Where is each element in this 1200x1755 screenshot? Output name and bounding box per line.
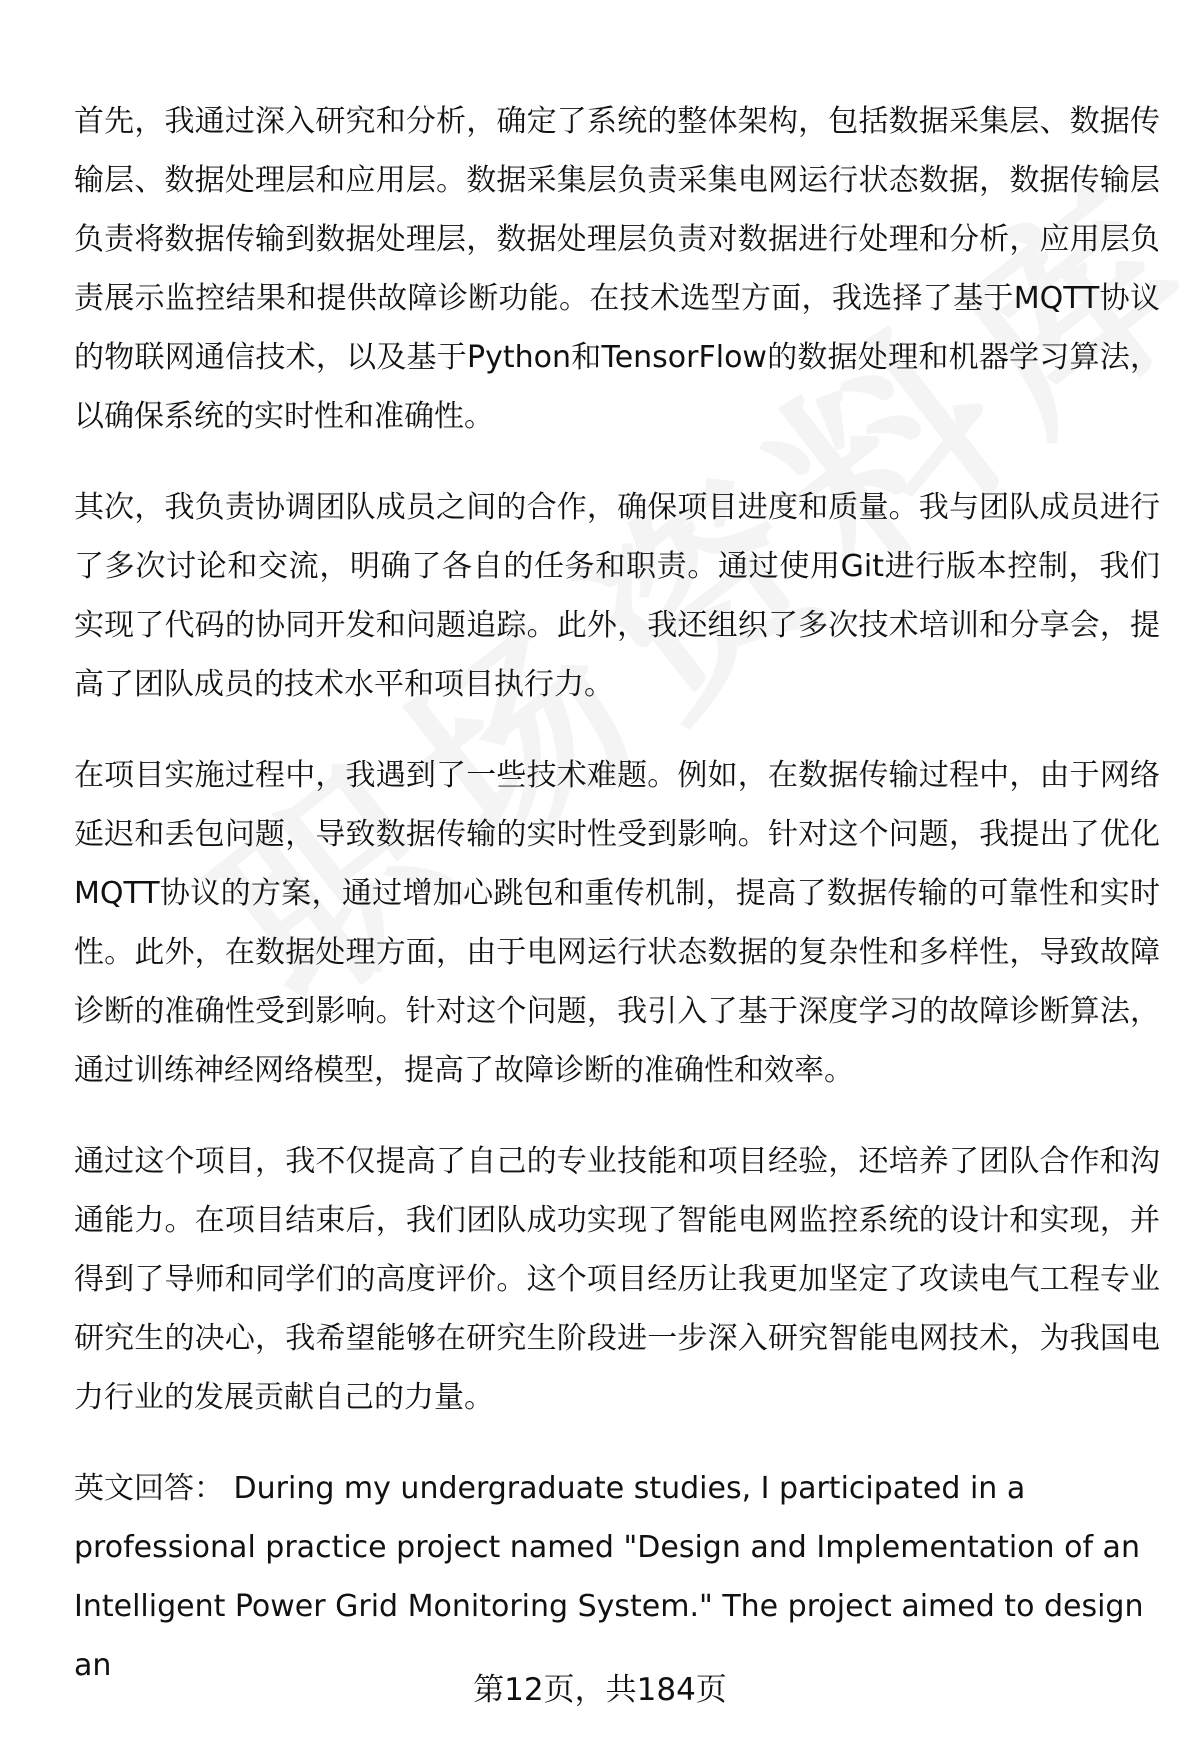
paragraph-project-outcome: 通过这个项目，我不仅提高了自己的专业技能和项目经验，还培养了团队合作和沟通能力。在项目结束后，我们团队成功实现了智能电网监控系统的设计和实现，并得到了导师和同学们的高度评价。这个项目经历让我更加坚定了攻读电气工程专业研究生的决心，我希望能够在研究生阶段进一步深入研究智能电网技术，为我国电力行业的发展贡献自己的力量。 (74, 1144, 1160, 1415)
page-content (74, 92, 1160, 1695)
paragraph-english-answer: 英文回答： During my undergraduate studies, I participated in a professional practice project named "Design and Implementation of an Intelligent Power Grid Monitoring System." The project aimed to design an (74, 1471, 1144, 1683)
paragraph-technical-challenges: 在项目实施过程中，我遇到了一些技术难题。例如，在数据传输过程中，由于网络延迟和丢包问题，导致数据传输的实时性受到影响。针对这个问题，我提出了优化MQTT协议的方案，通过增加心跳包和重传机制，提高了数据传输的可靠性和实时性。此外，在数据处理方面，由于电网运行状态数据的复杂性和多样性，导致故障诊断的准确性受到影响。针对这个问题，我引入了基于深度学习的故障诊断算法，通过训练神经网络模型，提高了故障诊断的准确性和效率。 (74, 758, 1160, 1088)
paragraph-team-coordination: 其次，我负责协调团队成员之间的合作，确保项目进度和质量。我与团队成员进行了多次讨论和交流，明确了各自的任务和职责。通过使用Git进行版本控制，我们实现了代码的协同开发和问题追踪。此外，我还组织了多次技术培训和分享会，提高了团队成员的技术水平和项目执行力。 (74, 490, 1160, 702)
paragraph-architecture: 首先，我通过深入研究和分析，确定了系统的整体架构，包括数据采集层、数据传输层、数据处理层和应用层。数据采集层负责采集电网运行状态数据，数据传输层负责将数据传输到数据处理层，数据处理层负责对数据进行处理和分析，应用层负责展示监控结果和提供故障诊断功能。在技术选型方面，我选择了基于MQTT协议的物联网通信技术，以及基于Python和TensorFlow的数据处理和机器学习算法，以确保系统的实时性和准确性。 (74, 104, 1160, 434)
page-number: 第12页，共184页 (473, 1672, 727, 1708)
